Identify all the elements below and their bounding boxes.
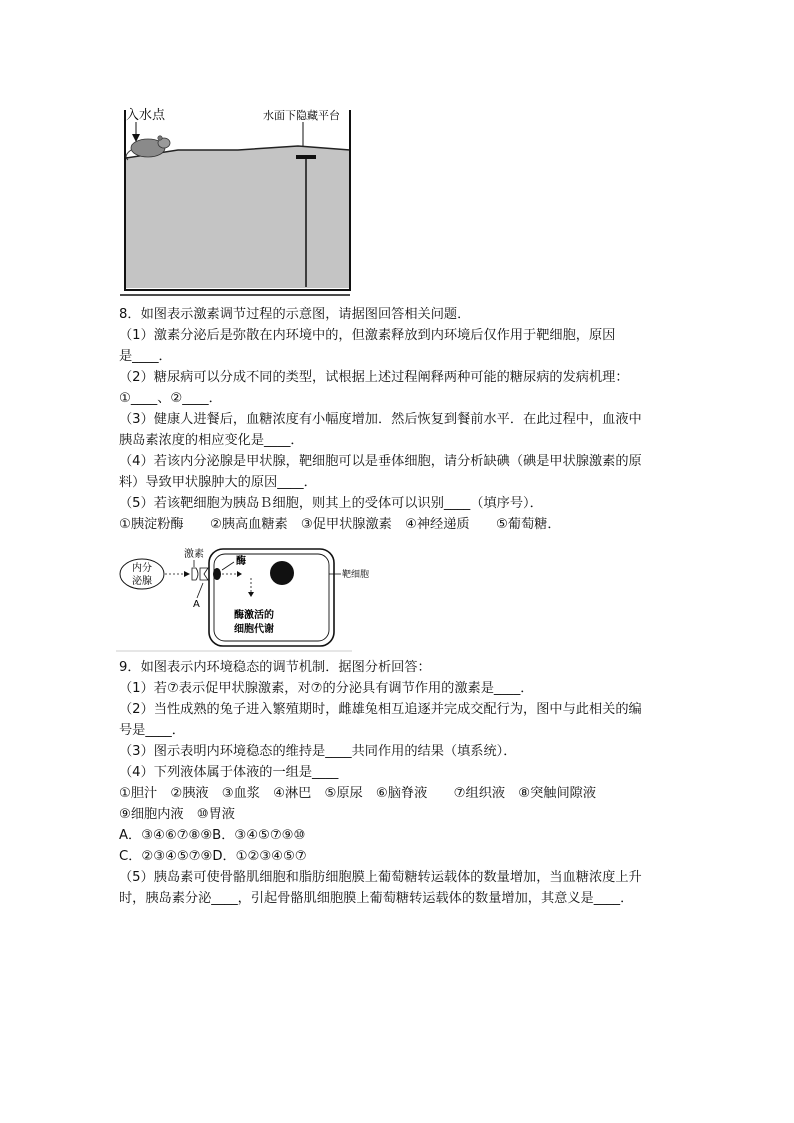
receptor-a-label: A: [193, 599, 200, 610]
q9-line-2: （2）当性成熟的兔子进入繁殖期时，雌雄兔相互追逐并完成交配行为，图中与此相关的编: [119, 702, 642, 717]
q8-title: 8．如图表示激素调节过程的示意图，请据图回答相关问题．: [119, 307, 471, 322]
q8-options: ①胰淀粉酶 ②胰高血糖素 ③促甲状腺激素 ④神经递质 ⑤葡萄糖．: [119, 517, 561, 532]
q9-line-10: （5）胰岛素可使骨骼肌细胞和脂肪细胞膜上葡萄糖转运载体的数量增加，当血糖浓度上升: [119, 870, 642, 885]
q8-line-1: （1）激素分泌后是弥散在内环境中的，但激素释放到内环境后仅作用于靶细胞，原因: [119, 328, 616, 343]
water: [126, 146, 350, 288]
target-cell-label: 靶细胞: [342, 570, 370, 580]
q9-line-11: 时，胰岛素分泌____，引起骨骼肌细胞膜上葡萄糖转运载体的数量增加，其意义是____．: [119, 891, 634, 906]
metabolism-label-2: 细胞代谢: [234, 624, 274, 635]
q9-fluids-2: ⑨细胞内液 ⑩胃液: [119, 807, 235, 822]
receptor: [200, 568, 208, 580]
q9-choice-cd: C．②③④⑤⑦⑨D．①②③④⑤⑦: [119, 849, 307, 864]
q8-line-3: （2）糖尿病可以分成不同的类型，试根据上述过程阐释两种可能的糖尿病的发病机理：: [119, 370, 629, 385]
enzyme-label: 酶: [236, 556, 246, 567]
hormone-regulation-figure: [116, 540, 370, 652]
q9-line-4: （3）图示表明内环境稳态的维持是____共同作用的结果（填系统）．: [119, 744, 517, 759]
platform-top: [296, 155, 316, 159]
a-pointer: [197, 583, 203, 598]
nucleus: [270, 561, 294, 585]
q9-line-5: （4）下列液体属于体液的一组是____: [119, 765, 339, 780]
q8-line-6: 胰岛素浓度的相应变化是____．: [119, 433, 304, 448]
enzyme-blob: [213, 568, 221, 580]
metabolism-label-1: 酶激活的: [234, 610, 274, 621]
entry-point-label: 入水点: [126, 108, 166, 123]
hormone-molecule: [192, 568, 198, 580]
q8-line-5: （3）健康人进餐后，血糖浓度有小幅度增加．然后恢复到餐前水平．在此过程中，血液中: [119, 412, 642, 427]
q9-title: 9．如图表示内环境稳态的调节机制．据图分析回答：: [119, 660, 431, 675]
q8-line-7: （4）若该内分泌腺是甲状腺，靶细胞可以是垂体细胞，请分析缺碘（碘是甲状腺激素的原: [119, 454, 642, 469]
q9-line-3: 号是____．: [119, 723, 185, 738]
hormone-label: 激素: [184, 549, 204, 560]
gland-label-1: 内分: [132, 563, 152, 574]
q9-line-1: （1）若⑦表示促甲状腺激素，对⑦的分泌具有调节作用的激素是____．: [119, 681, 534, 696]
water-maze-figure: [118, 100, 358, 300]
hidden-platform-label: 水面下隐藏平台: [263, 109, 340, 122]
gland-label-2: 泌腺: [132, 576, 152, 587]
q8-line-4: ①____、②____．: [119, 391, 222, 406]
q8-line-9: （5）若该靶细胞为胰岛Ｂ细胞，则其上的受体可以识别____（填序号）．: [119, 496, 543, 511]
q9-choice-ab: A．③④⑥⑦⑧⑨B．③④⑤⑦⑨⑩: [119, 828, 306, 843]
q9-fluids-1: ①胆汁 ②胰液 ③血浆 ④淋巴 ⑤原尿 ⑥脑脊液 ⑦组织液 ⑧突触间隙液: [119, 786, 597, 801]
q8-line-2: 是____．: [119, 349, 172, 364]
hormone-arrow-head: [184, 571, 190, 577]
q8-line-8: 料）导致甲状腺肿大的原因____．: [119, 475, 317, 490]
